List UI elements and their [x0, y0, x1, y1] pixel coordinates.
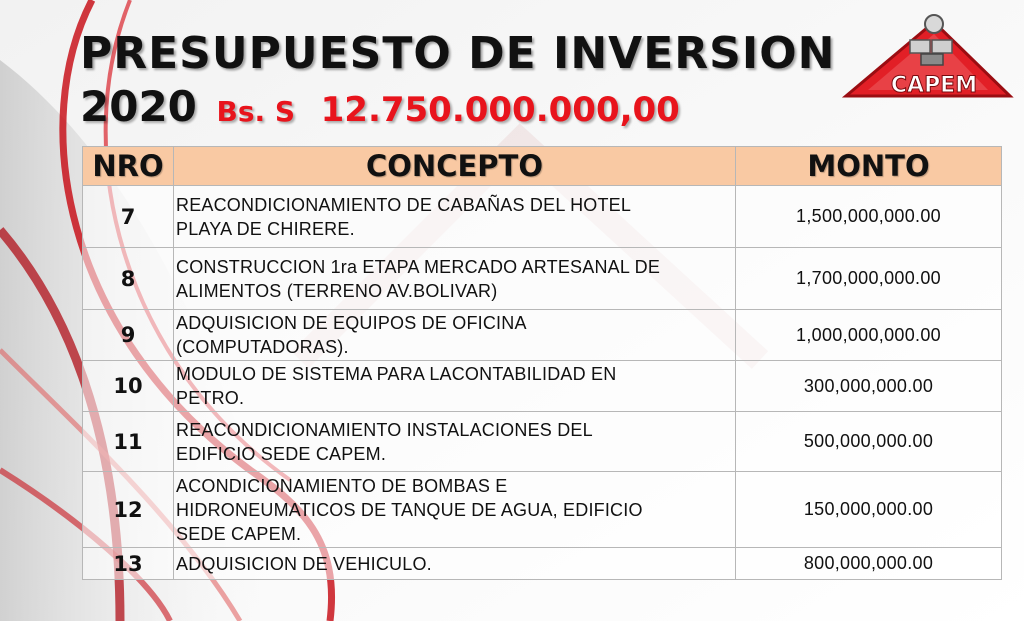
row-concept [174, 248, 736, 310]
capem-logo-text: CAPEM [890, 73, 978, 98]
row-number: 13 [83, 548, 174, 580]
budget-table [82, 146, 1002, 580]
concept-line: REACONDICIONAMIENTO DE CABAÑAS DEL HOTEL [176, 194, 632, 215]
concept-line: ALIMENTOS (TERRENO AV.BOLIVAR) [176, 280, 498, 301]
currency-label: Bs. S [216, 95, 296, 128]
concept-line: PETRO. [176, 388, 245, 408]
row-amount: 1,000,000,000.00 [736, 310, 1002, 361]
row-concept [174, 361, 736, 412]
table-row [83, 548, 1002, 580]
row-number: 12 [83, 472, 174, 548]
row-amount: 150,000,000.00 [736, 472, 1002, 548]
row-amount: 1,500,000,000.00 [736, 186, 1002, 248]
concept-line: PLAYA DE CHIRERE. [176, 218, 355, 239]
capem-logo [838, 12, 1014, 102]
row-amount: 500,000,000.00 [736, 412, 1002, 472]
row-amount: 1,700,000,000.00 [736, 248, 1002, 310]
row-concept [174, 310, 736, 361]
table-row [83, 412, 1002, 472]
table-header-row [83, 147, 1002, 186]
row-concept [174, 548, 736, 580]
concept-line: ACONDICIONAMIENTO DE BOMBAS E [176, 475, 508, 496]
row-number: 10 [83, 361, 174, 412]
concept-line: (COMPUTADORAS). [176, 337, 349, 357]
row-number: 9 [83, 310, 174, 361]
row-number: 11 [83, 412, 174, 472]
row-number: 8 [83, 248, 174, 310]
concept-line: MODULO DE SISTEMA PARA LACONTABILIDAD EN [176, 364, 617, 384]
row-number: 7 [83, 186, 174, 248]
concept-line: REACONDICIONAMIENTO INSTALACIONES DEL [176, 419, 593, 440]
column-header-concepto: CONCEPTO [174, 147, 736, 186]
column-header-nro: NRO [83, 147, 174, 186]
column-header-monto: MONTO [736, 147, 1002, 186]
concept-line: ADQUISICION DE EQUIPOS DE OFICINA [176, 313, 527, 333]
table-row [83, 361, 1002, 412]
row-amount: 800,000,000.00 [736, 548, 1002, 580]
table-row [83, 186, 1002, 248]
row-amount: 300,000,000.00 [736, 361, 1002, 412]
concept-line: CONSTRUCCION 1ra ETAPA MERCADO ARTESANAL DE [176, 256, 661, 277]
concept-line: ADQUISICION DE VEHICULO. [176, 553, 432, 574]
row-concept [174, 186, 736, 248]
budget-year: 2020 [80, 82, 197, 131]
concept-line: HIDRONEUMATICOS DE TANQUE DE AGUA, EDIFICIO [176, 499, 643, 520]
total-amount: 12.750.000.000,00 [320, 90, 680, 130]
budget-summary [80, 84, 680, 139]
table-row [83, 310, 1002, 361]
table-row [83, 472, 1002, 548]
row-concept [174, 472, 736, 548]
row-concept [174, 412, 736, 472]
concept-line: SEDE CAPEM. [176, 523, 302, 544]
table-row [83, 248, 1002, 310]
page-title: PRESUPUESTO DE INVERSION [80, 28, 836, 79]
concept-line: EDIFICIO SEDE CAPEM. [176, 443, 387, 464]
